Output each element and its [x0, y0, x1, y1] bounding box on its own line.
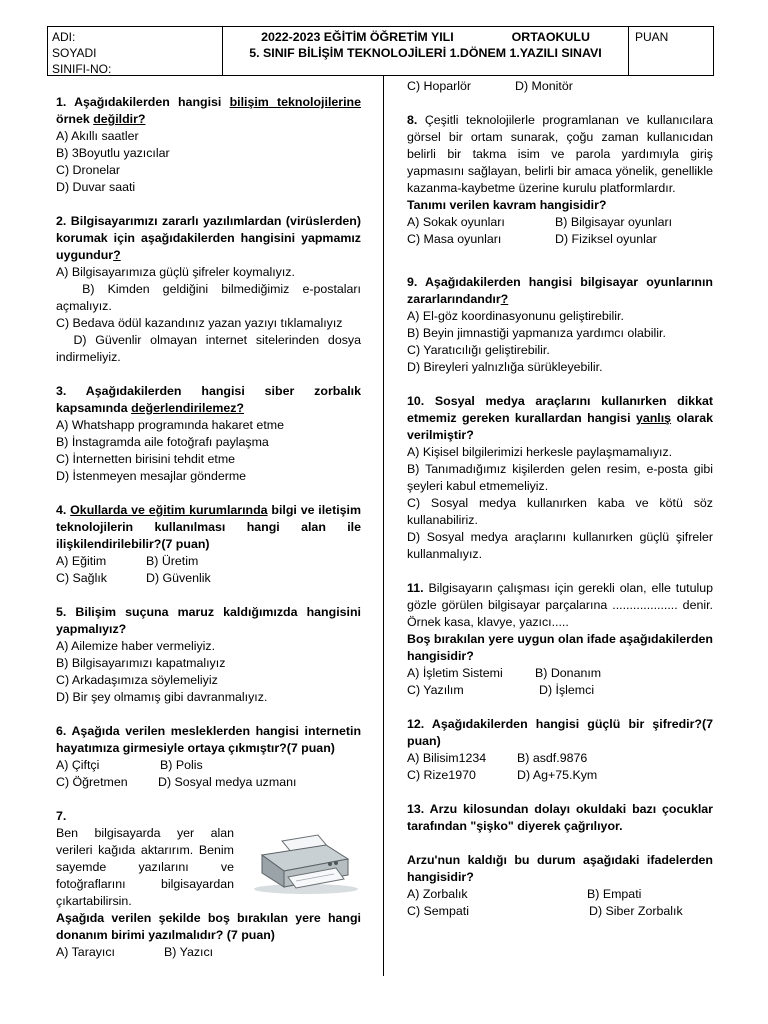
question-stem: Tanımı verilen kavram hangisidir? [407, 198, 607, 212]
printer-illustration [248, 833, 360, 895]
option-d: D) Güvenlir olmayan internet sitelerinden dosya indirmeliyiz. [56, 333, 365, 364]
option-a: A) Sokak oyunları [407, 215, 505, 229]
question-9 [407, 274, 713, 376]
question-5 [56, 604, 361, 706]
option-d: D) Bir şey olmamış gibi davranmalıyız. [56, 690, 268, 704]
option-d: D) Duvar saati [56, 180, 136, 194]
option-b: B) Tanımadığımız kişilerden gelen resim, e-posta gibi şeyleri kabul etmemeliyiz. [407, 462, 713, 493]
surname-label: SOYADI [52, 46, 97, 60]
exam-title-cell [223, 27, 629, 75]
option-c: C) Yazılım [407, 683, 464, 697]
option-c: C) İnternetten birisini tehdit etme [56, 452, 236, 466]
option-d: D) Ag+75.Kym [517, 768, 598, 782]
question-12 [407, 716, 713, 784]
school-year: 2022-2023 EĞİTİM ÖĞRETİM YILI [261, 30, 454, 44]
question-stem-2: Arzu'nun kaldığı bu durum aşağıdaki ifadelerden hangisidir? [407, 853, 713, 884]
option-a: A) Eğitim [56, 554, 107, 568]
option-c: C) Yaratıcılığı geliştirebilir. [407, 343, 550, 357]
question-10 [407, 393, 713, 563]
exam-header [47, 26, 714, 76]
question-stem: 5. Bilişim suçuna maruz kaldığımızda hangisini yapmalıyız? [56, 605, 361, 636]
option-b: B) asdf.9876 [517, 751, 588, 765]
option-d: D) Sosyal medya uzmanı [158, 775, 297, 789]
question-stem: 3. Aşağıdakilerden hangisi siber zorbalık kapsamında değerlendirilemez? [56, 384, 361, 415]
question-text: 8. Çeşitli teknolojilerle programlanan ve kullanıcılara görsel bir ortam sunarak, çoğu zaman kullanıcıdan belirli bir takma isim ve parola yardımıyla giriş yapmasını sağlayan, belirli bir amaca yönelik, genellikle kazanma-kaybetme üzerine kurulu platformlardır. [407, 113, 713, 195]
question-stem: 10. Sosyal medya araçlarını kullanırken dikkat etmemiz gereken kurallardan hangisi yanlış olarak verilmiştir? [407, 394, 713, 442]
question-stem: 2. Bilgisayarımızı zararlı yazılımlardan (virüslerden) korumak için aşağıdakilerden hangisini yapmamız uygundur? [56, 214, 361, 262]
score-cell [629, 27, 713, 75]
option-c: C) Masa oyunları [407, 232, 502, 246]
question-2 [56, 213, 365, 366]
option-c: C) Arkadaşımıza söylemeliyiz [56, 673, 218, 687]
question-text: 11. Bilgisayarın çalışması için gerekli olan, elle tutulup gözle görülen bilgisayar parçalarına ................... denir. Örnek kasa, klavye, yazıcı..... [407, 581, 713, 629]
class-label: SINIFI-NO: [52, 62, 112, 76]
question-stem: 4. Okullarda ve eğitim kurumlarında bilgi ve iletişim teknolojilerin kullanılması hangi alan ile ilişkilendirilebilir?(7 puan) [56, 503, 361, 551]
option-d: D) Sosyal medya araçlarını kullanırken güçlü şifreler kullanmalıyız. [407, 530, 713, 561]
option-b: B) Yazıcı [164, 945, 214, 959]
name-label: ADI: [52, 30, 76, 44]
option-d: D) Bireyleri yalnızlığa sürükleyebilir. [407, 360, 603, 374]
question-stem: 12. Aşağıdakilerden hangisi güçlü bir şifredir?(7 puan) [407, 717, 714, 748]
option-c: C) Hoparlör [407, 79, 472, 93]
option-c: C) Bedava ödül kazandınız yazan yazıyı tıklamalıyız [56, 316, 343, 330]
question-13 [407, 801, 713, 920]
option-a: A) Zorbalık [407, 887, 468, 901]
question-6 [56, 723, 361, 791]
option-c: C) Sempati [407, 904, 469, 918]
option-b: B) İnstagramda aile fotoğrafı paylaşma [56, 435, 269, 449]
option-c: C) Sosyal medya kullanırken kaba ve kötü söz kullanabiliriz. [407, 496, 713, 527]
right-column [407, 78, 713, 937]
question-8 [407, 112, 713, 248]
column-divider [383, 76, 384, 976]
question-number: 7. [56, 809, 67, 823]
option-a: A) Tarayıcı [56, 945, 115, 959]
question-stem: 6. Aşağıda verilen mesleklerden hangisi internetin hayatımıza girmesiyle ortaya çıkmıştır?(7 puan) [56, 724, 362, 755]
option-a: A) El-göz koordinasyonunu geliştirebilir. [407, 309, 624, 323]
question-stem: 1. Aşağıdakilerden hangisi bilişim teknolojilerine örnek değildir? [56, 95, 361, 126]
option-d: D) Siber Zorbalık [589, 904, 683, 918]
question-3 [56, 383, 361, 485]
option-a: A) Akıllı saatler [56, 129, 139, 143]
option-c: C) Öğretmen [56, 775, 128, 789]
option-b: B) 3Boyutlu yazıcılar [56, 146, 170, 160]
school-name: ORTAOKULU [511, 30, 590, 44]
option-b: B) Donanım [535, 666, 602, 680]
option-b: B) Bilgisayar oyunları [555, 215, 673, 229]
option-d: D) Fiziksel oyunlar [555, 232, 657, 246]
option-d: D) Güvenlik [146, 571, 211, 585]
option-b: B) Beyin jimnastiği yapmanıza yardımcı olabilir. [407, 326, 666, 340]
question-4 [56, 502, 361, 587]
option-b: B) Kimden geldiğini bilmediğimiz e-postaları açmalıyız. [56, 282, 365, 313]
option-d: D) Monitör [515, 79, 573, 93]
question-11 [407, 580, 713, 699]
question-stem: Boş bırakılan yere uygun olan ifade aşağıdakilerden hangisidir? [407, 632, 713, 663]
option-d: D) İşlemci [539, 683, 595, 697]
exam-title: 5. SINIF BİLİŞİM TEKNOLOJİLERİ 1.DÖNEM 1.YAZILI SINAVI [249, 46, 602, 60]
student-info-cell [48, 27, 223, 75]
option-c: C) Dronelar [56, 163, 121, 177]
option-a: A) Bilisim1234 [407, 751, 487, 765]
option-a: A) Kişisel bilgilerimizi herkesle paylaşmamalıyız. [407, 445, 673, 459]
option-c: C) Sağlık [56, 571, 107, 585]
question-stem: Aşağıda verilen şekilde boş bırakılan yere hangi donanım birimi yazılmalıdır? (7 puan) [56, 911, 361, 942]
question-7-continued [407, 78, 713, 95]
option-a: A) Bilgisayarımıza güçlü şifreler koymalıyız. [56, 265, 295, 279]
option-a: A) Çiftçi [56, 758, 100, 772]
option-c: C) Rize1970 [407, 768, 476, 782]
option-b: B) Üretim [146, 554, 199, 568]
option-a: A) İşletim Sistemi [407, 666, 503, 680]
option-a: A) Whatshapp programında hakaret etme [56, 418, 284, 432]
option-b: B) Polis [160, 758, 203, 772]
left-column [56, 94, 365, 961]
option-b: B) Empati [587, 887, 642, 901]
question-1 [56, 94, 361, 196]
question-stem: 13. Arzu kilosundan dolayı okuldaki bazı çocuklar tarafından "şişko" diyerek çağrılıyor. [407, 802, 714, 833]
question-text: Ben bilgisayarda yer alan verileri kağıda aktarırım. Benim sayemde yazılarını ve fotoğraflarını bilgisayardan çıkartabilirsin. [56, 826, 234, 908]
option-b: B) Bilgisayarımızı kapatmalıyız [56, 656, 226, 670]
score-label: PUAN [635, 30, 669, 44]
option-a: A) Ailemize haber vermeliyiz. [56, 639, 216, 653]
option-d: D) İstenmeyen mesajlar gönderme [56, 469, 247, 483]
question-stem: 9. Aşağıdakilerden hangisi bilgisayar oyunlarının zararlarındandır? [407, 275, 713, 306]
